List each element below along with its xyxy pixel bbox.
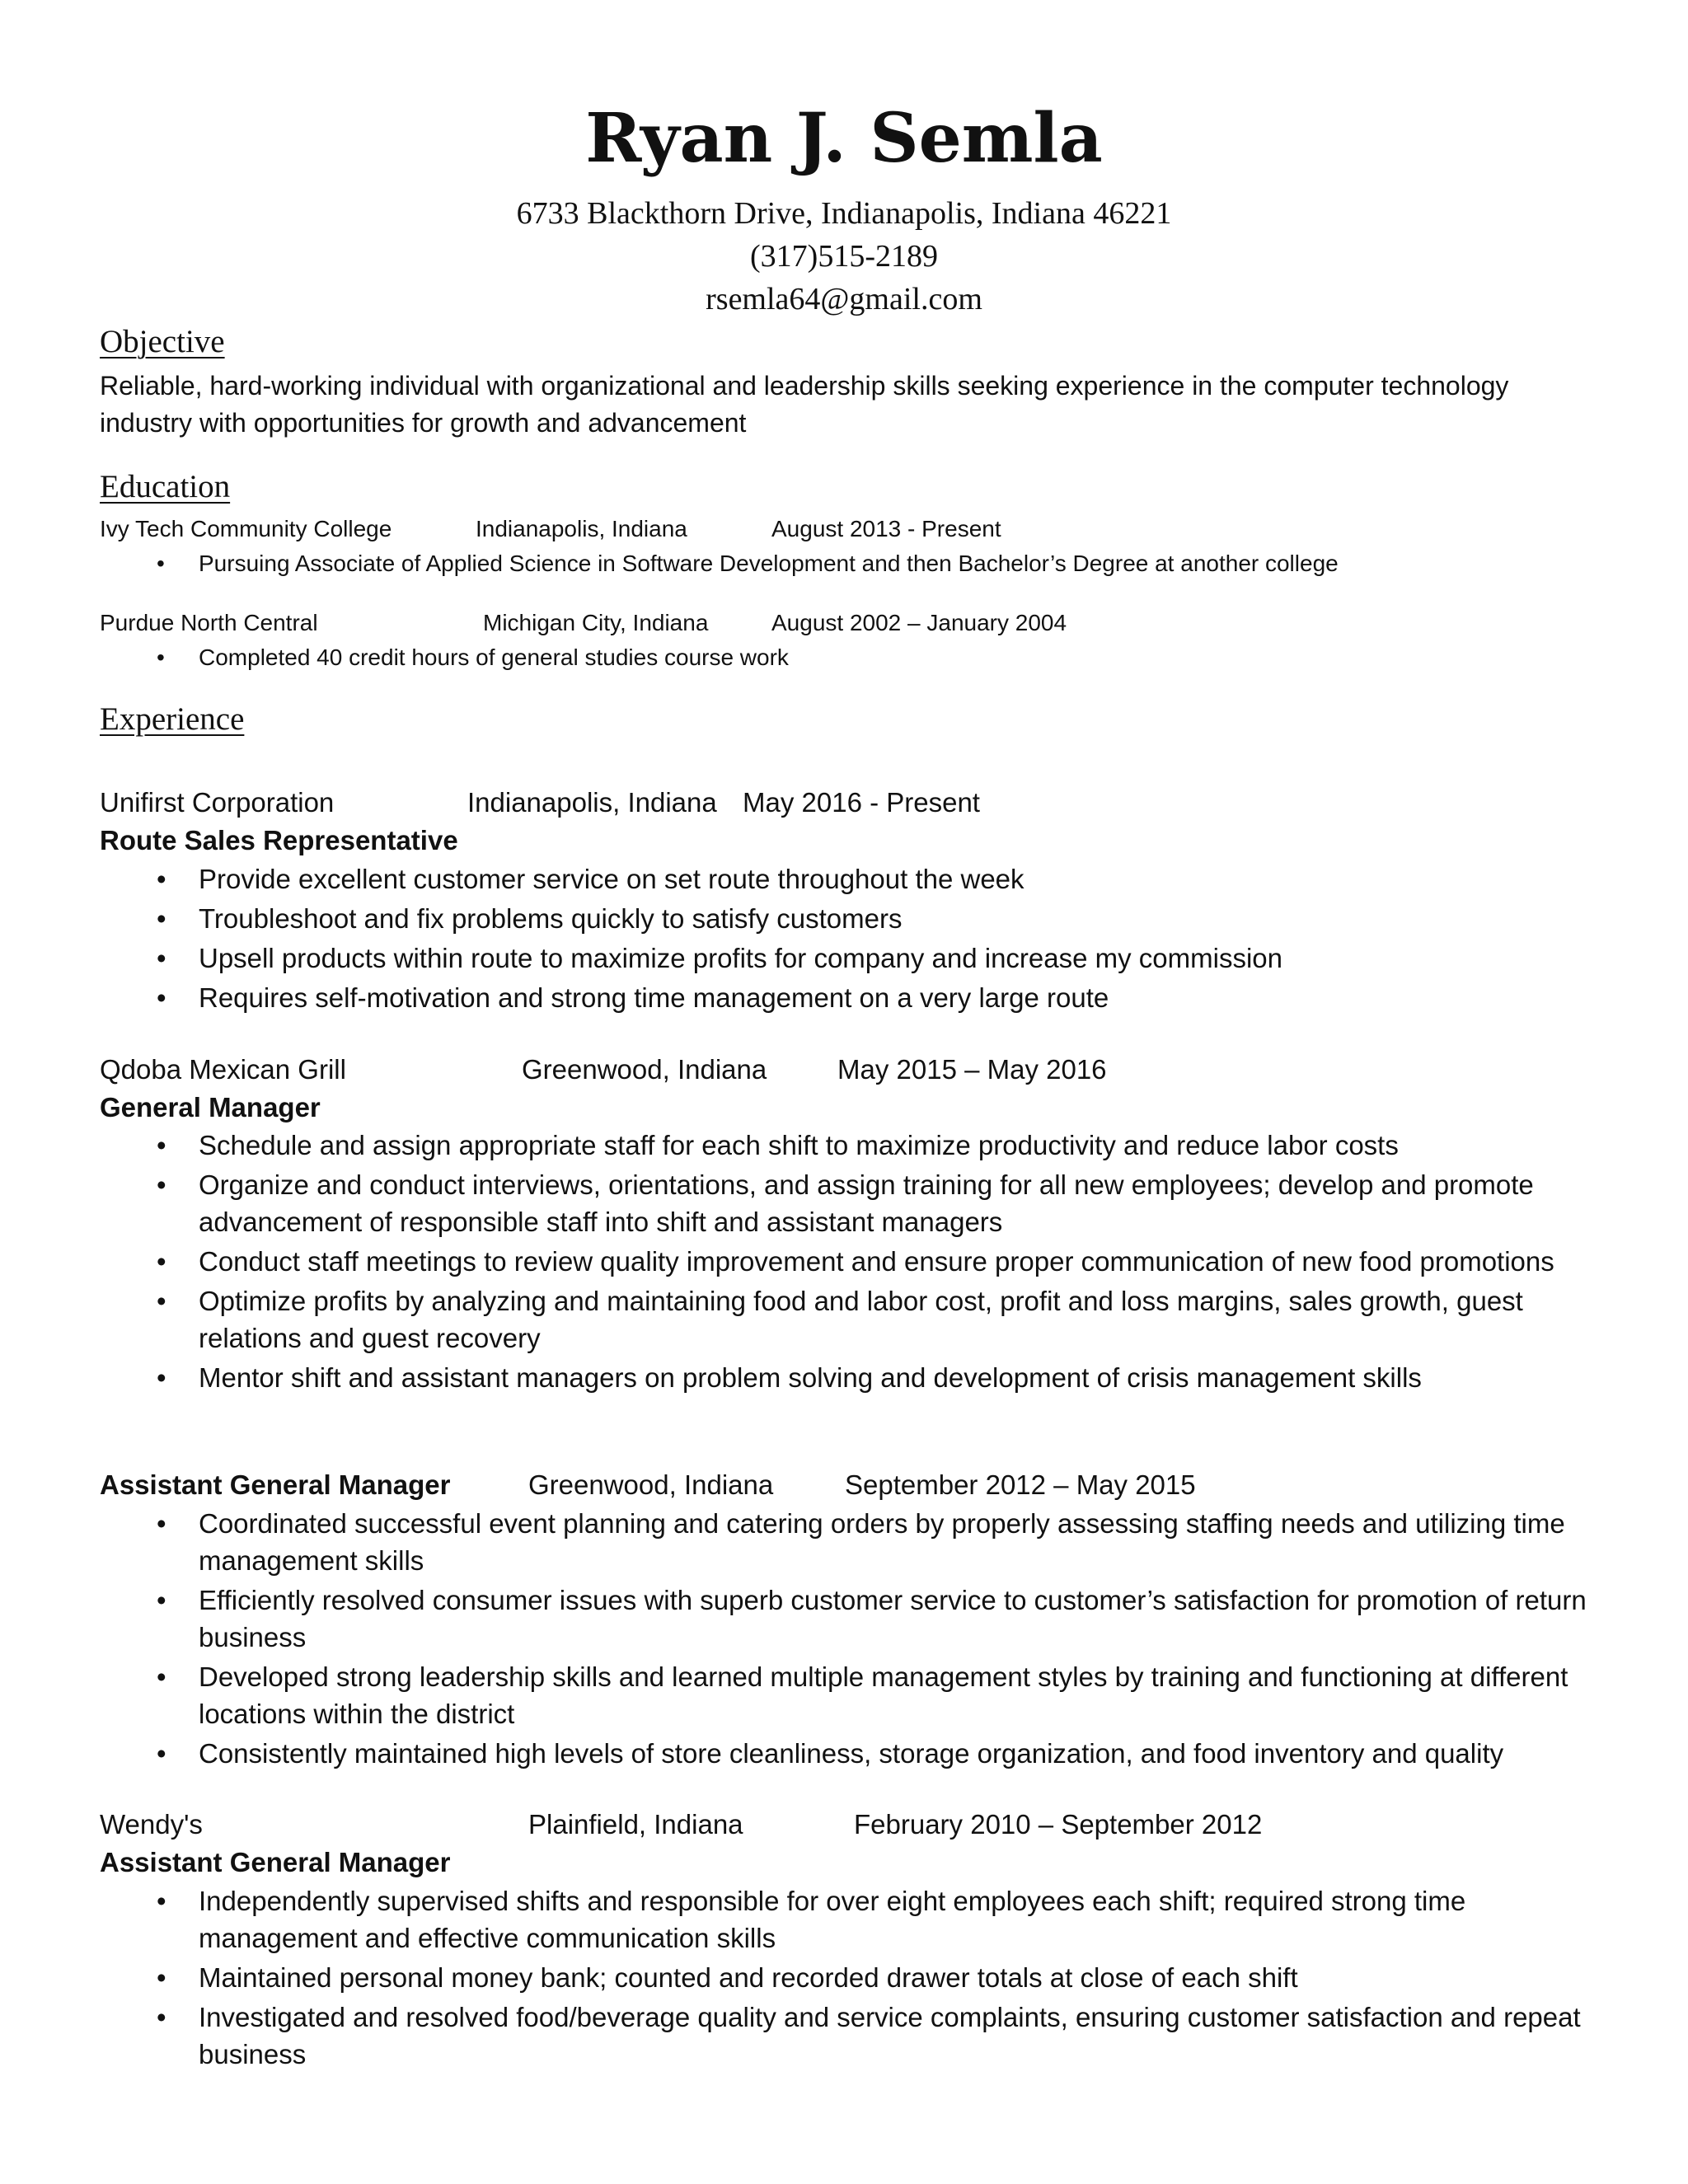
- list-item: • Schedule and assign appropriate staff for each shift to maximize productivity and reduce labor costs: [0, 1127, 1615, 1164]
- education-school: Ivy Tech Community College: [100, 516, 392, 541]
- job-location: Greenwood, Indiana: [522, 1054, 767, 1085]
- education-entry-header: [100, 607, 1600, 643]
- job-header: [100, 785, 1600, 821]
- education-dates: August 2002 – January 2004: [771, 610, 1067, 635]
- job-company: Unifirst Corporation: [100, 787, 335, 818]
- job-location: Plainfield, Indiana: [528, 1809, 743, 1840]
- job-bullet-list: [0, 1127, 1615, 1399]
- list-item: • Optimize profits by analyzing and maintaining food and labor cost, profit and loss margins, sales growth, guest relations and guest recovery: [0, 1282, 1615, 1357]
- job-title: Assistant General Manager: [100, 1847, 451, 1877]
- job-header: [100, 1807, 1600, 1843]
- list-item: • Developed strong leadership skills and learned multiple management styles by training and functioning at different locations within the district: [0, 1658, 1615, 1732]
- list-item: • Independently supervised shifts and responsible for over eight employees each shift; required strong time management and effective communication skills: [0, 1882, 1615, 1957]
- contact-address: 6733 Blackthorn Drive, Indianapolis, Indiana 46221: [516, 196, 1172, 231]
- list-item: • Organize and conduct interviews, orientations, and assign training for all new employees; develop and promote advancement of responsible staff into shift and assistant managers: [0, 1166, 1615, 1240]
- job-dates: February 2010 – September 2012: [854, 1809, 1263, 1840]
- job-title: General Manager: [100, 1092, 321, 1122]
- candidate-name: Ryan J. Semla: [585, 99, 1103, 178]
- job-location: Greenwood, Indiana: [528, 1469, 774, 1500]
- list-item: • Conduct staff meetings to review quality improvement and ensure proper communication of new food promotions: [0, 1243, 1615, 1280]
- job-company: Wendy's: [100, 1809, 203, 1840]
- list-item: • Completed 40 credit hours of general studies course work: [0, 641, 1615, 674]
- job-title: Assistant General Manager: [100, 1469, 451, 1500]
- section-heading-education: Education: [100, 469, 231, 504]
- job-location: Indianapolis, Indiana: [467, 787, 717, 818]
- education-location: Michigan City, Indiana: [483, 610, 709, 635]
- education-entry-header: [100, 513, 1600, 549]
- list-item: • Provide excellent customer service on set route throughout the week: [0, 860, 1615, 898]
- job-company: Qdoba Mexican Grill: [100, 1054, 346, 1085]
- job-bullet-list: [0, 860, 1615, 1019]
- education-bullet-list: [0, 547, 1615, 580]
- list-item: • Investigated and resolved food/beverage quality and service complaints, ensuring customer satisfaction and repeat business: [0, 1999, 1615, 2073]
- job-dates: September 2012 – May 2015: [845, 1469, 1196, 1500]
- list-item: • Pursuing Associate of Applied Science in Software Development and then Bachelor’s Degree at another college: [0, 547, 1615, 580]
- section-heading-objective: Objective: [100, 324, 225, 359]
- objective-text: Reliable, hard-working individual with organizational and leadership skills seeking experience in the computer technology industry with opportunities for growth and advancement: [100, 371, 1509, 438]
- education-school: Purdue North Central: [100, 610, 318, 635]
- list-item: • Consistently maintained high levels of store cleanliness, storage organization, and food inventory and quality: [0, 1735, 1615, 1772]
- list-item: • Maintained personal money bank; counted and recorded drawer totals at close of each shift: [0, 1959, 1615, 1996]
- list-item: • Coordinated successful event planning and catering orders by properly assessing staffing needs and utilizing time management skills: [0, 1505, 1615, 1579]
- list-item: • Mentor shift and assistant managers on problem solving and development of crisis management skills: [0, 1359, 1615, 1396]
- education-bullet-list: [0, 641, 1615, 674]
- job-dates: May 2016 - Present: [743, 787, 980, 818]
- job-bullet-list: [0, 1882, 1615, 2075]
- list-item: • Efficiently resolved consumer issues with superb customer service to customer’s satisfaction for promotion of return business: [0, 1582, 1615, 1656]
- job-header: [100, 1467, 1600, 1503]
- section-heading-experience: Experience: [100, 701, 245, 737]
- job-dates: May 2015 – May 2016: [837, 1054, 1107, 1085]
- education-dates: August 2013 - Present: [771, 516, 1001, 541]
- job-header: [100, 1052, 1600, 1088]
- job-title: Route Sales Representative: [100, 825, 458, 855]
- contact-email: rsemla64@gmail.com: [706, 282, 982, 316]
- list-item: • Requires self-motivation and strong time management on a very large route: [0, 979, 1615, 1016]
- contact-phone: (317)515-2189: [750, 239, 938, 274]
- list-item: • Upsell products within route to maximize profits for company and increase my commission: [0, 940, 1615, 977]
- list-item: • Troubleshoot and fix problems quickly to satisfy customers: [0, 900, 1615, 937]
- job-bullet-list: [0, 1505, 1615, 1774]
- education-location: Indianapolis, Indiana: [476, 516, 687, 541]
